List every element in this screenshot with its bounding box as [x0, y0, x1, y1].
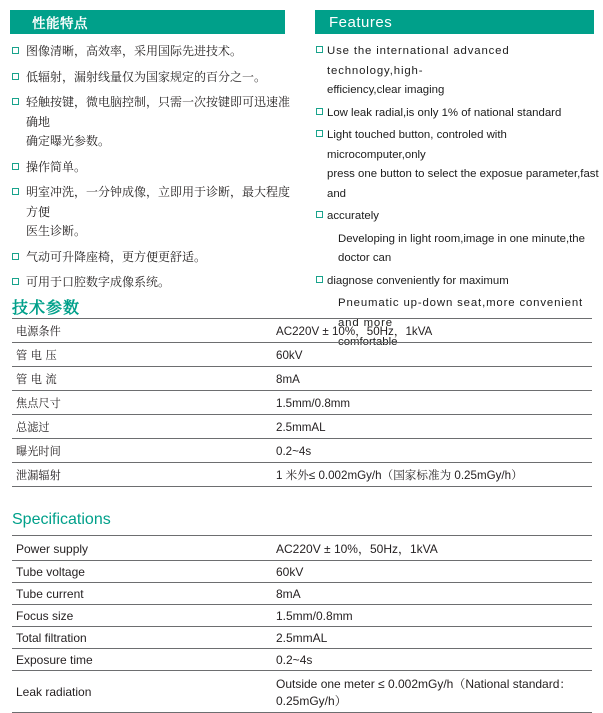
table-cell-value: 2.5mmAL	[276, 420, 326, 434]
table-cell-label: 曝光时间	[16, 445, 61, 458]
table-cell-label: Power supply	[16, 541, 89, 556]
bullet-line: press one button to select the exposue parameter,fast and	[327, 168, 599, 200]
table-cell-value: Outside one meter ≤ 0.002mGy/h（National standard：0.25mGy/h）	[276, 677, 572, 708]
table-cell-value: AC220V ± 10%，50Hz，1kVA	[276, 325, 433, 338]
bullet-item	[316, 42, 601, 101]
bullet-line: Use the international advanced technology,high-	[327, 45, 510, 77]
bullet-line: Low leak radial,is only 1% of national standard	[327, 106, 562, 119]
specifications-title: Specifications	[12, 511, 111, 528]
performance-bullet-list	[12, 42, 292, 299]
table-row	[12, 649, 592, 671]
bullet-square-icon	[316, 234, 323, 241]
bullet-item	[12, 248, 292, 268]
features-bullet-list	[316, 42, 601, 356]
performance-heading-banner	[10, 10, 285, 34]
table-cell-label: 电源条件	[16, 325, 61, 338]
table-cell-label: 总滤过	[16, 421, 50, 434]
bullet-item	[316, 104, 601, 124]
bullet-item	[316, 207, 601, 227]
bullet-text	[26, 42, 242, 62]
table-row	[12, 561, 592, 583]
table-cell-label: Exposure time	[16, 653, 93, 667]
bullet-item	[316, 272, 601, 292]
features-heading-banner	[315, 10, 594, 34]
table-cell-label: Total filtration	[16, 631, 87, 645]
bullet-square-icon	[12, 98, 19, 105]
bullet-square-icon	[12, 163, 19, 170]
bullet-text	[26, 248, 206, 268]
bullet-square-icon	[12, 188, 19, 195]
tech-params-title: 技术参数	[12, 298, 81, 317]
bullet-line: 操作简单。	[26, 159, 87, 174]
bullet-text	[26, 68, 266, 88]
bullet-line: Pneumatic up-down seat,more convenient and more	[338, 297, 584, 329]
bullet-line: 确定曝光参数。	[26, 134, 111, 148]
table-row	[12, 536, 592, 561]
table-cell-value: AC220V ± 10%，50Hz，1kVA	[276, 542, 438, 556]
bullet-line: efficiency,clear imaging	[327, 84, 445, 96]
bullet-square-icon	[316, 211, 323, 218]
table-row	[12, 319, 592, 343]
table-cell-label: 焦点尺寸	[16, 397, 61, 410]
bullet-text	[26, 93, 292, 152]
bullet-text	[327, 272, 509, 292]
performance-heading-label: 性能特点	[32, 16, 88, 31]
table-cell-value: 8mA	[276, 587, 301, 601]
bullet-item	[316, 230, 601, 269]
table-cell-label: 管 电 压	[16, 349, 57, 362]
table-row	[12, 439, 592, 463]
table-row	[12, 605, 592, 627]
bullet-line: 低辐射，漏射线量仅为国家规定的百分之一。	[26, 69, 267, 84]
bullet-square-icon	[316, 46, 323, 53]
features-heading-label: Features	[329, 13, 393, 31]
table-cell-label: Tube voltage	[16, 565, 85, 579]
table-row	[12, 463, 592, 487]
bullet-line: Developing in light room,image in one minute,the doctor can	[338, 232, 585, 264]
table-cell-label: 泄漏辐射	[16, 469, 61, 482]
table-cell-label: Tube current	[16, 587, 84, 601]
bullet-text	[327, 126, 601, 204]
bullet-item	[12, 158, 292, 178]
bullet-line: 明室冲洗，一分钟成像，立即用于诊断，最大程度方便	[26, 185, 291, 219]
bullet-square-icon	[12, 253, 19, 260]
bullet-line: comfortable	[338, 336, 398, 348]
table-cell-label: Leak radiation	[16, 685, 92, 699]
table-cell-value: 1.5mm/0.8mm	[276, 609, 353, 623]
table-row	[12, 343, 592, 367]
bullet-text	[327, 104, 561, 124]
tech-params-table-body	[12, 319, 592, 487]
bullet-square-icon	[316, 108, 323, 115]
table-cell-value: 1.5mm/0.8mm	[276, 396, 351, 410]
tech-params-table	[12, 318, 592, 487]
bullet-square-icon	[316, 130, 323, 137]
bullet-square-icon	[12, 73, 19, 80]
table-cell-label: 管 电 流	[16, 373, 57, 386]
bullet-square-icon	[316, 276, 323, 283]
bullet-text	[327, 42, 601, 101]
table-cell-value: 8mA	[276, 372, 300, 386]
table-cell-value: 0.2~4s	[276, 444, 312, 458]
bullet-line: 气动可升降座椅，更方便更舒适。	[26, 249, 207, 264]
bullet-item	[316, 126, 601, 204]
bullet-item	[12, 93, 292, 152]
bullet-line: 轻触按键，微电脑控制，只需一次按键即可迅速准确地	[26, 95, 291, 129]
bullet-line: 可用于口腔数字成像系统。	[26, 275, 171, 289]
bullet-square-icon	[316, 298, 323, 305]
bullet-item	[12, 42, 292, 62]
bullet-text	[26, 273, 170, 293]
bullet-text	[327, 230, 601, 269]
table-cell-value: 1 米外≤ 0.002mGy/h（国家标准为 0.25mGy/h）	[276, 469, 523, 482]
table-cell-value: 2.5mmAL	[276, 631, 328, 645]
table-row	[12, 367, 592, 391]
bullet-square-icon	[12, 47, 19, 54]
bullet-line: accurately	[327, 210, 379, 222]
bullet-item	[12, 273, 292, 293]
bullet-square-icon	[12, 278, 19, 285]
bullet-text	[26, 158, 86, 178]
bullet-text	[26, 183, 292, 242]
table-row	[12, 583, 592, 605]
table-row	[12, 627, 592, 649]
bullet-line: 图像清晰，高效率，采用国际先进技术。	[26, 44, 243, 58]
table-cell-value: 60kV	[276, 565, 304, 579]
bullet-item	[12, 68, 292, 88]
specifications-table	[12, 535, 592, 713]
table-row	[12, 415, 592, 439]
bullet-line: Light touched button, controled with microcomputer,only	[327, 129, 507, 161]
bullet-line: diagnose conveniently for maximum	[327, 274, 509, 287]
table-cell-label: Focus size	[16, 609, 74, 623]
table-cell-value: 0.2~4s	[276, 653, 313, 667]
bullet-text	[327, 207, 379, 227]
table-row	[12, 391, 592, 415]
table-cell-value: 60kV	[276, 348, 303, 362]
bullet-line: 医生诊断。	[26, 224, 87, 238]
specifications-table-body	[12, 536, 592, 713]
bullet-item	[12, 183, 292, 242]
